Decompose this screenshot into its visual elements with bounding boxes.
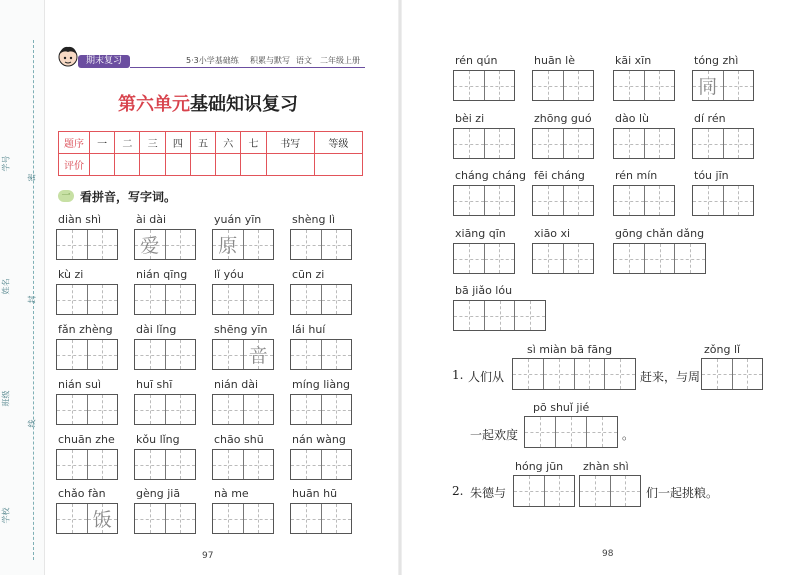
score-table [58, 131, 363, 176]
writing-cell[interactable] [88, 230, 118, 259]
word-pinyin: gèng jiā [136, 487, 181, 500]
writing-cell[interactable] [614, 71, 645, 100]
writing-box[interactable] [134, 449, 196, 480]
word-pinyin: bèi zi [455, 112, 485, 125]
writing-cell[interactable] [724, 186, 754, 215]
sentence-1-text-a: 人们从 [468, 370, 505, 384]
score-input[interactable] [314, 154, 362, 176]
writing-cell[interactable] [614, 129, 645, 158]
word-pinyin: xiāng qīn [455, 227, 506, 240]
title-topic: 基础知识复习 [190, 94, 298, 115]
writing-cell[interactable] [166, 504, 196, 533]
sentence-1-pinyin-1: sì miàn bā fāng [527, 343, 613, 356]
word-pinyin: shèng lì [292, 213, 336, 226]
writing-cell[interactable] [244, 285, 274, 314]
writing-box[interactable] [613, 128, 675, 159]
word-pinyin: chāo shū [214, 433, 264, 446]
writing-box[interactable] [212, 449, 274, 480]
writing-cell[interactable] [485, 186, 515, 215]
score-cell: 一 [90, 132, 115, 154]
writing-cell[interactable] [724, 71, 754, 100]
page-title [118, 90, 298, 116]
word-pinyin: nián dài [214, 378, 259, 391]
score-cell: 二 [115, 132, 140, 154]
score-cell: 五 [190, 132, 215, 154]
writing-box[interactable] [613, 185, 675, 216]
sentence-1-number: 1. [452, 368, 464, 382]
writing-cell[interactable] [244, 230, 274, 259]
word-pinyin: dài lǐng [136, 323, 177, 336]
writing-cell[interactable] [693, 186, 724, 215]
score-input[interactable] [241, 154, 266, 176]
writing-cell[interactable] [645, 129, 675, 158]
word-pinyin: kǒu lǐng [136, 433, 180, 446]
word-pinyin: rén qún [455, 54, 498, 67]
writing-box[interactable] [56, 449, 118, 480]
writing-cell[interactable] [614, 186, 645, 215]
word-pinyin: gōng chǎn dǎng [615, 227, 705, 240]
word-pinyin: xiāo xi [534, 227, 571, 240]
page-number-right: 98 [602, 549, 614, 559]
writing-cell[interactable] [515, 301, 545, 330]
word-pinyin: rén mín [615, 169, 658, 182]
score-cell: 七 [241, 132, 266, 154]
mascot-icon [56, 44, 80, 68]
writing-box[interactable] [692, 128, 754, 159]
writing-cell[interactable] [564, 244, 594, 273]
sentence-1-pinyin-2: zǒng lǐ [704, 343, 741, 356]
writing-box[interactable] [453, 243, 515, 274]
writing-cell[interactable] [244, 340, 274, 369]
word-pinyin: tóu jīn [694, 169, 729, 182]
page-number-left: 97 [202, 551, 214, 561]
word-pinyin: yuán yīn [214, 213, 262, 226]
score-input[interactable] [216, 154, 241, 176]
sentence-1-box-3[interactable] [524, 416, 618, 448]
writing-box[interactable] [453, 70, 515, 101]
writing-box[interactable] [134, 339, 196, 370]
writing-box[interactable] [134, 394, 196, 425]
section-number-badge: 一 [58, 190, 74, 202]
score-cell: 评价 [59, 154, 90, 176]
writing-cell[interactable] [291, 395, 322, 424]
writing-cell[interactable] [166, 285, 196, 314]
writing-cell[interactable] [485, 244, 515, 273]
word-pinyin: chǎo fàn [58, 487, 106, 500]
header-grade: 二年级上册 [320, 56, 360, 65]
writing-cell[interactable] [135, 395, 166, 424]
writing-cell[interactable] [88, 340, 118, 369]
word-pinyin: nà me [214, 487, 249, 500]
writing-cell[interactable] [166, 395, 196, 424]
prefilled-char: 原 [218, 235, 238, 257]
writing-cell[interactable] [57, 504, 88, 533]
writing-box[interactable] [212, 229, 274, 260]
writing-cell[interactable] [485, 71, 515, 100]
writing-box[interactable] [134, 229, 196, 260]
writing-box[interactable] [290, 394, 352, 425]
writing-box[interactable] [134, 284, 196, 315]
word-pinyin: kù zi [58, 268, 84, 281]
writing-cell[interactable] [454, 71, 485, 100]
writing-cell[interactable] [213, 285, 244, 314]
writing-cell[interactable] [724, 129, 754, 158]
writing-box[interactable] [290, 339, 352, 370]
word-pinyin: dí rén [694, 112, 726, 125]
writing-cell[interactable] [213, 230, 244, 259]
writing-cell[interactable] [614, 244, 645, 273]
word-pinyin: kāi xīn [615, 54, 652, 67]
writing-cell[interactable] [533, 71, 564, 100]
score-input[interactable] [190, 154, 215, 176]
writing-cell[interactable] [213, 504, 244, 533]
margin-cut-mark-2: 封 [27, 295, 37, 304]
writing-cell[interactable] [454, 129, 485, 158]
writing-box[interactable] [532, 128, 594, 159]
score-cell: 题序 [59, 132, 90, 154]
writing-cell[interactable] [291, 285, 322, 314]
header-book: 5·3小学基础练 [186, 56, 239, 65]
score-cell: 等级 [314, 132, 362, 154]
word-pinyin: cūn zi [292, 268, 325, 281]
word-pinyin: nán wàng [292, 433, 346, 446]
writing-box[interactable] [134, 503, 196, 534]
writing-cell[interactable] [135, 230, 166, 259]
word-pinyin: huī shī [136, 378, 173, 391]
writing-cell[interactable] [135, 450, 166, 479]
writing-cell[interactable] [88, 450, 118, 479]
writing-box[interactable] [532, 70, 594, 101]
writing-cell[interactable] [57, 395, 88, 424]
writing-cell[interactable] [57, 230, 88, 259]
writing-cell[interactable] [533, 186, 564, 215]
word-pinyin: tóng zhì [694, 54, 739, 67]
writing-cell[interactable] [322, 504, 352, 533]
word-pinyin: fēi cháng [534, 169, 585, 182]
writing-cell[interactable] [693, 71, 724, 100]
writing-cell[interactable] [88, 285, 118, 314]
word-pinyin: diàn shì [58, 213, 102, 226]
word-pinyin: huān lè [534, 54, 575, 67]
writing-cell[interactable] [213, 340, 244, 369]
writing-cell[interactable] [564, 71, 594, 100]
score-input[interactable] [266, 154, 314, 176]
writing-box[interactable] [212, 339, 274, 370]
writing-cell[interactable] [533, 244, 564, 273]
word-pinyin: shēng yīn [214, 323, 268, 336]
word-pinyin: chuān zhe [58, 433, 115, 446]
sentence-2-box-2[interactable] [579, 475, 641, 507]
writing-cell[interactable] [693, 129, 724, 158]
writing-cell[interactable] [291, 450, 322, 479]
writing-cell[interactable] [57, 340, 88, 369]
writing-box[interactable] [56, 394, 118, 425]
writing-cell[interactable] [213, 450, 244, 479]
writing-box[interactable] [212, 394, 274, 425]
writing-cell[interactable] [564, 129, 594, 158]
sentence-2-text-b: 们一起挑粮。 [646, 486, 719, 500]
section-badge: 期末复习 [78, 55, 130, 68]
writing-cell[interactable] [291, 340, 322, 369]
sentence-1-text-d: 。 [622, 428, 635, 442]
writing-box[interactable] [453, 128, 515, 159]
margin-label-class: 班级 [1, 390, 11, 407]
writing-box[interactable] [56, 284, 118, 315]
sentence-2-box-1[interactable] [513, 475, 575, 507]
writing-box[interactable] [212, 284, 274, 315]
sentence-2-number: 2. [452, 484, 464, 498]
writing-box[interactable] [56, 229, 118, 260]
sentence-1-text-c: 一起欢度 [470, 428, 519, 442]
title-unit: 第六单元 [118, 94, 190, 115]
writing-cell[interactable] [645, 186, 675, 215]
writing-cell[interactable] [645, 71, 675, 100]
word-pinyin: cháng cháng [455, 169, 526, 182]
score-eval-row [59, 154, 363, 176]
header-line [130, 67, 365, 68]
writing-cell[interactable] [291, 504, 322, 533]
prefilled-char: 爱 [140, 235, 160, 257]
margin-cut-mark-1: 密 [27, 173, 37, 182]
word-pinyin: lǐ yóu [214, 268, 244, 281]
sentence-1-box-2[interactable] [701, 358, 763, 390]
writing-box[interactable] [613, 243, 706, 274]
word-pinyin: nián suì [58, 378, 101, 391]
writing-cell[interactable] [166, 340, 196, 369]
page-divider [398, 0, 402, 575]
writing-cell[interactable] [322, 285, 352, 314]
word-pinyin: dào lù [615, 112, 649, 125]
score-input[interactable] [140, 154, 165, 176]
writing-box[interactable] [212, 503, 274, 534]
word-pinyin: nián qīng [136, 268, 188, 281]
writing-cell[interactable] [88, 504, 118, 533]
header-series: 积累与默写 [250, 56, 290, 65]
margin-label-name: 姓名 [1, 278, 11, 295]
writing-box[interactable] [692, 185, 754, 216]
sentence-1-pinyin-3: pō shuǐ jié [533, 401, 590, 414]
word-pinyin: lái huí [292, 323, 326, 336]
writing-cell[interactable] [454, 244, 485, 273]
writing-box[interactable] [532, 243, 594, 274]
score-input[interactable] [90, 154, 115, 176]
writing-cell[interactable] [322, 450, 352, 479]
writing-box[interactable] [532, 185, 594, 216]
sentence-1-text-b: 赶来，与周 [640, 370, 701, 384]
writing-cell[interactable] [244, 395, 274, 424]
sentence-2-pinyin-2: zhàn shì [583, 460, 629, 473]
writing-cell[interactable] [57, 285, 88, 314]
score-input[interactable] [115, 154, 140, 176]
writing-cell[interactable] [244, 504, 274, 533]
sentence-2-text-a: 朱德与 [470, 486, 507, 500]
writing-box[interactable] [290, 284, 352, 315]
writing-cell[interactable] [564, 186, 594, 215]
margin-cut-mark-3: 线 [27, 419, 37, 428]
word-pinyin: míng liàng [292, 378, 351, 391]
writing-cell[interactable] [244, 450, 274, 479]
writing-cell[interactable] [166, 450, 196, 479]
writing-box[interactable] [453, 185, 515, 216]
word-pinyin: ài dài [136, 213, 167, 226]
header-subject: 语文 [296, 56, 312, 65]
writing-box[interactable] [453, 300, 546, 331]
writing-cell[interactable] [454, 186, 485, 215]
writing-cell[interactable] [533, 129, 564, 158]
score-cell: 三 [140, 132, 165, 154]
score-cell: 六 [216, 132, 241, 154]
sentence-2-pinyin-1: hóng jūn [515, 460, 564, 473]
prefilled-char: 饭 [92, 509, 112, 531]
writing-cell[interactable] [322, 340, 352, 369]
writing-cell[interactable] [135, 340, 166, 369]
score-header-row [59, 132, 363, 154]
section-instruction: 看拼音，写字词。 [80, 190, 177, 204]
prefilled-char: 音 [248, 345, 268, 367]
writing-cell[interactable] [166, 230, 196, 259]
writing-box[interactable] [290, 449, 352, 480]
writing-cell[interactable] [675, 244, 705, 273]
writing-cell[interactable] [291, 230, 322, 259]
word-pinyin: fǎn zhèng [58, 323, 113, 336]
sentence-1-box-1[interactable] [512, 358, 636, 390]
writing-box[interactable] [692, 70, 754, 101]
writing-cell[interactable] [135, 285, 166, 314]
writing-box[interactable] [290, 503, 352, 534]
margin-label-school: 学校 [1, 507, 11, 524]
writing-box[interactable] [56, 503, 118, 534]
writing-cell[interactable] [454, 301, 485, 330]
score-input[interactable] [165, 154, 190, 176]
margin-label-student-no: 学号 [1, 155, 11, 172]
writing-cell[interactable] [88, 395, 118, 424]
prefilled-char: 同 [698, 76, 718, 98]
writing-cell[interactable] [135, 504, 166, 533]
word-pinyin: bā jiǎo lóu [455, 284, 513, 297]
writing-box[interactable] [56, 339, 118, 370]
writing-cell[interactable] [57, 450, 88, 479]
score-cell: 四 [165, 132, 190, 154]
word-pinyin: zhōng guó [534, 112, 592, 125]
writing-cell[interactable] [322, 230, 352, 259]
writing-cell[interactable] [645, 244, 676, 273]
score-cell: 书写 [266, 132, 314, 154]
writing-cell[interactable] [322, 395, 352, 424]
writing-box[interactable] [613, 70, 675, 101]
writing-cell[interactable] [213, 395, 244, 424]
writing-cell[interactable] [485, 129, 515, 158]
word-pinyin: huān hū [292, 487, 338, 500]
writing-box[interactable] [290, 229, 352, 260]
writing-cell[interactable] [485, 301, 516, 330]
